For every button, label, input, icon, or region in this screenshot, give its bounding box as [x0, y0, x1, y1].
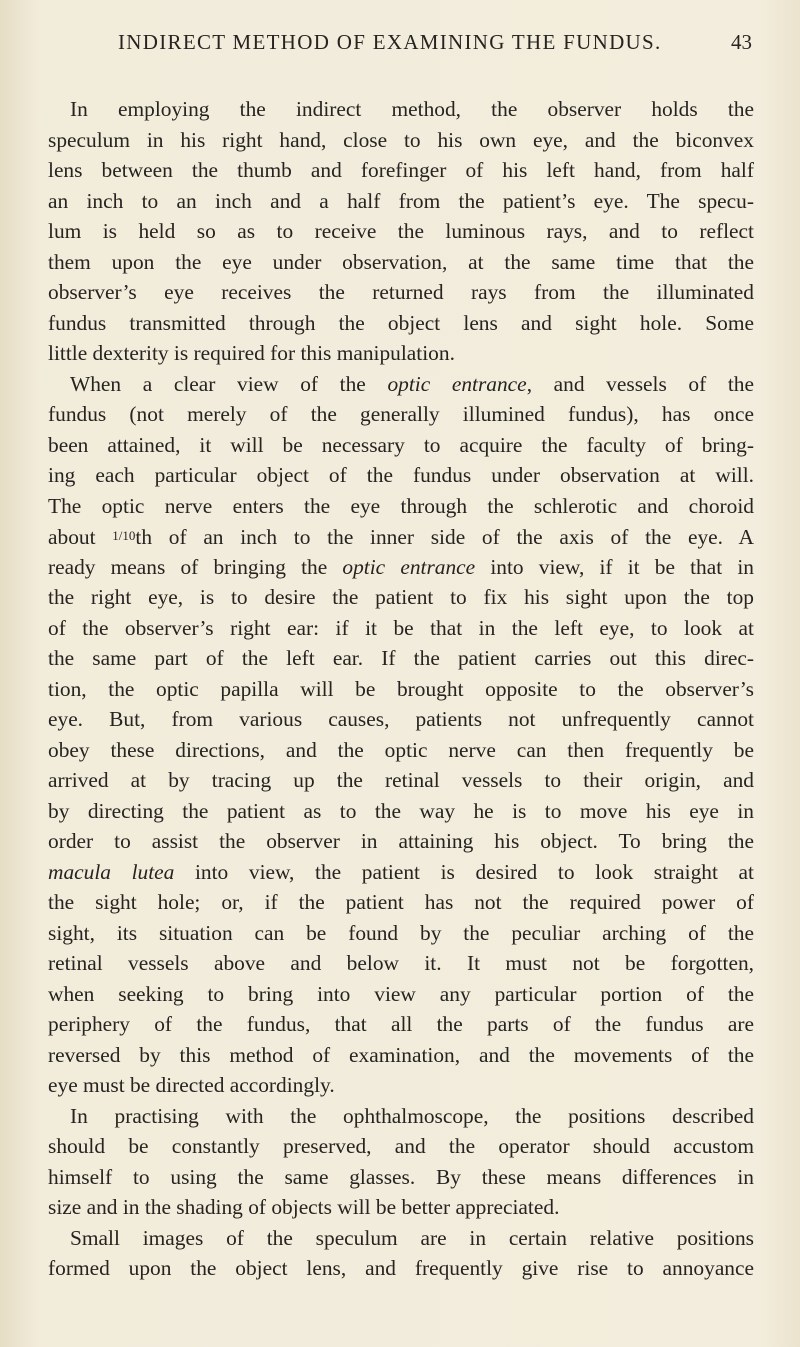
text-line: the same part of the left ear. If the patient carries out this direc- — [48, 646, 754, 670]
italic-term: macula lutea — [48, 859, 175, 884]
text-line: little dexterity is required for this manipulation. — [48, 341, 455, 365]
line-segment: into view, if it be that in — [475, 554, 754, 579]
running-title: INDIRECT METHOD OF EXAMINING THE FUNDUS. — [118, 30, 662, 54]
text-line: reversed by this method of examination, and the movements of the — [48, 1042, 754, 1067]
text-line: fundus transmitted through the object lens and sight hole. Some — [48, 310, 754, 335]
text-line: ing each particular object of the fundus under observation at will. — [48, 463, 754, 487]
text-line: periphery of the fundus, that all the parts of the fundus are — [48, 1012, 754, 1036]
text-line: by directing the patient as to the way he is to move his eye in — [48, 798, 754, 823]
line-segment: , and vessels of the — [526, 371, 754, 396]
text-line — [48, 857, 754, 888]
body-text — [48, 94, 754, 1284]
italic-term: optic entrance — [387, 371, 527, 396]
line-segment: When a clear view of the — [70, 371, 388, 396]
text-line: eye. But, from various causes, patients not unfrequently cannot — [48, 707, 754, 731]
fraction: 1/10 — [112, 528, 136, 543]
italic-term: optic entrance — [342, 554, 476, 579]
text-line: lum is held so as to receive the luminous rays, and to reflect — [48, 219, 754, 243]
text-line: the sight hole; or, if the patient has not the required power of — [48, 890, 754, 914]
text-line: fundus (not merely of the generally illumined fundus), has once — [48, 402, 754, 426]
running-head — [118, 30, 752, 60]
text-line: speculum in his right hand, close to his own eye, and the biconvex — [48, 127, 754, 152]
text-line: eye must be directed accordingly. — [48, 1073, 335, 1097]
text-line: an inch to an inch and a half from the patient’s eye. The specu- — [48, 188, 754, 213]
text-line — [48, 521, 754, 552]
line-segment: about — [48, 525, 113, 549]
text-line: been attained, it will be necessary to acquire the faculty of bring- — [48, 432, 754, 457]
text-line: the right eye, is to desire the patient to fix his sight upon the top — [48, 585, 754, 609]
text-line: when seeking to bring into view any particular portion of the — [48, 981, 754, 1006]
text-line: himself to using the same glasses. By these means differences in — [48, 1164, 754, 1189]
text-line: lens between the thumb and forefinger of his left hand, from half — [48, 158, 754, 182]
text-line: arrived at by tracing up the retinal vessels to their origin, and — [48, 768, 754, 792]
text-line: them upon the eye under observation, at the same time that the — [48, 249, 754, 274]
line-segment: ready means of bringing the — [48, 554, 343, 579]
text-line: Small images of the speculum are in certain relative positions — [70, 1225, 754, 1250]
text-line: retinal vessels above and below it. It must not be forgotten, — [48, 951, 754, 975]
text-line: tion, the optic papilla will be brought opposite to the observer’s — [48, 676, 754, 701]
text-line — [48, 552, 754, 583]
text-line: should be constantly preserved, and the operator should accustom — [48, 1134, 754, 1158]
text-line: In practising with the ophthalmoscope, the positions described — [70, 1103, 754, 1128]
text-line: sight, its situation can be found by the peculiar arching of the — [48, 920, 754, 945]
line-segment: into view, the patient is desired to look straight at — [174, 859, 754, 884]
line-segment: th of an inch to the inner side of the axis of the eye. A — [135, 525, 754, 549]
text-line: obey these directions, and the optic nerve can then frequently be — [48, 737, 754, 762]
text-line: In employing the indirect method, the observer holds the — [70, 97, 754, 121]
text-line: The optic nerve enters the eye through the schlerotic and choroid — [48, 493, 754, 518]
text-line: of the observer’s right ear: if it be that in the left eye, to look at — [48, 615, 754, 640]
text-line: size and in the shading of objects will be better appreciated. — [48, 1195, 560, 1219]
text-line: order to assist the observer in attaining his object. To bring the — [48, 829, 754, 853]
text-line: observer’s eye receives the returned rays from the illuminated — [48, 280, 754, 304]
text-line — [48, 369, 754, 400]
page-number: 43 — [731, 30, 752, 54]
text-line: formed upon the object lens, and frequently give rise to annoyance — [48, 1256, 754, 1280]
